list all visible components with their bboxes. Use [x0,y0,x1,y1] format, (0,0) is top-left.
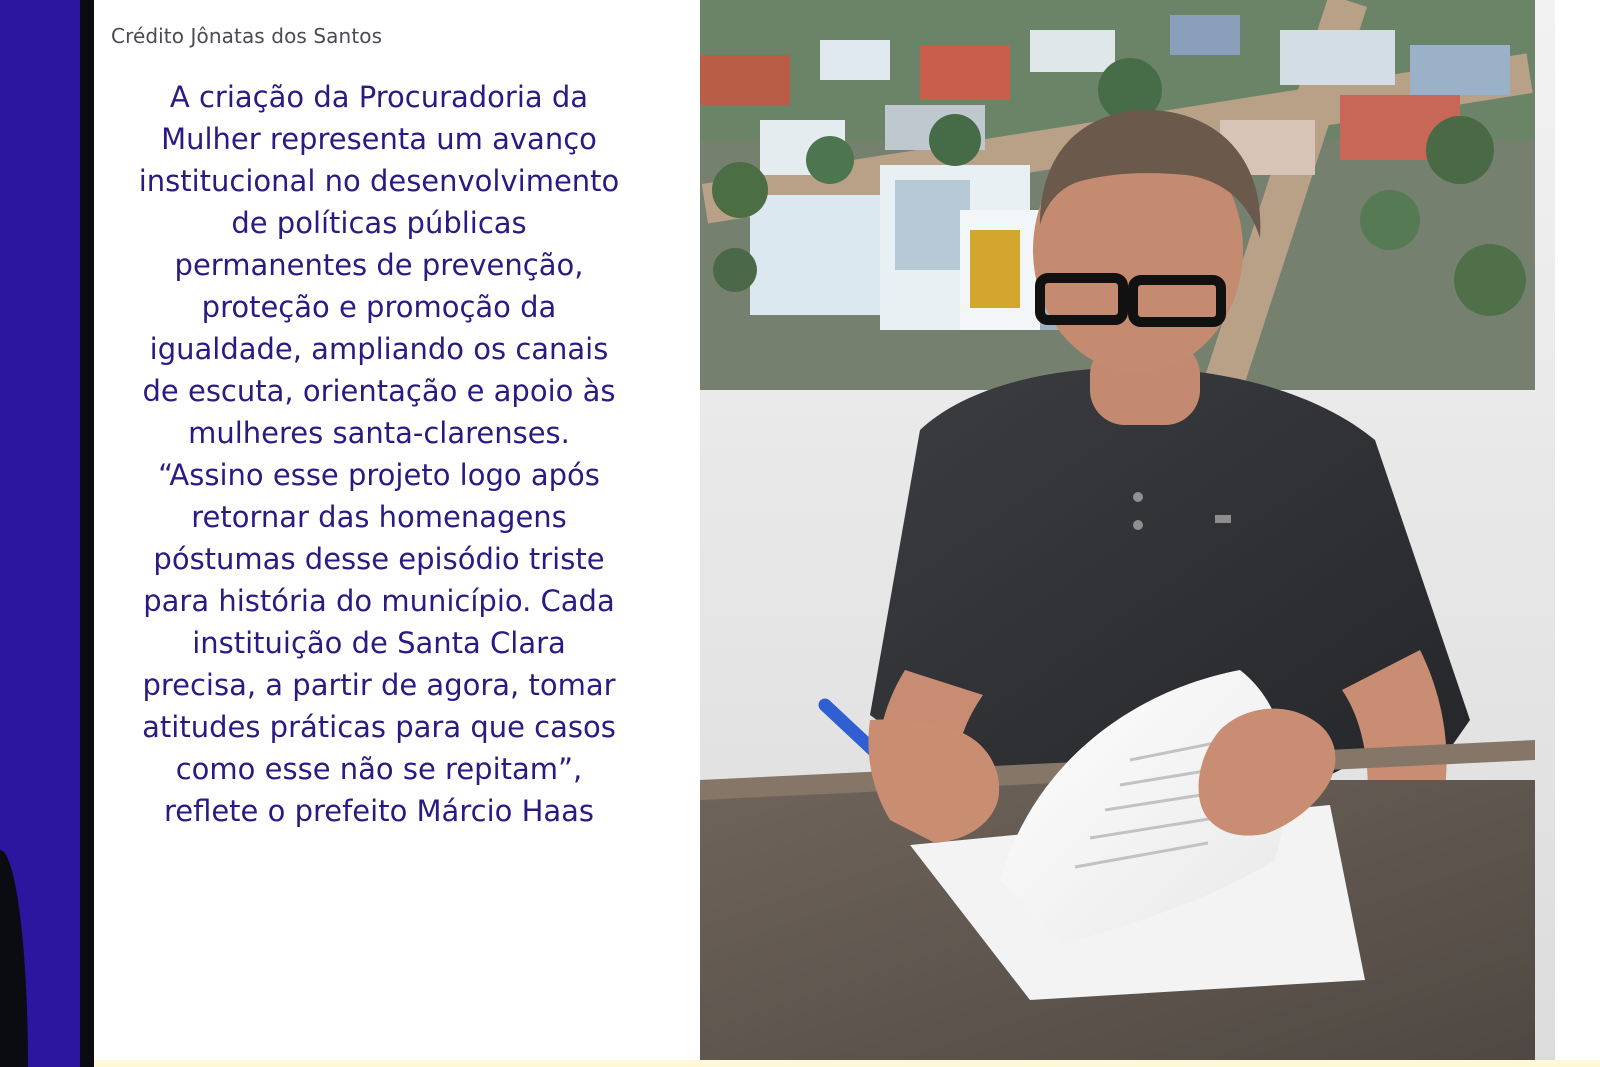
quote-paragraph: A criação da Procuradoria da Mulher representa um avanço institucional no desenvolvimento de políticas públicas permanentes de prevenção, proteção e promoção da igualdade, ampliando os canais de escuta, orientação e apoio às mulheres santa-clarenses. “Assino esse projeto logo após retornar das homenagens póstumas desse episódio triste para história do município. Cada instituição de Santa Clara precisa, a partir de agora, tomar atitudes práticas para que casos como esse não se repitam”, reflete o prefeito Márcio Haas [138,80,620,828]
left-divider [80,0,94,1067]
right-white-margin [1555,0,1600,1067]
bottom-highlight-line [94,1060,1600,1067]
signing-photo [700,0,1555,1060]
photo-credit: Crédito Jônatas dos Santos [111,24,383,48]
